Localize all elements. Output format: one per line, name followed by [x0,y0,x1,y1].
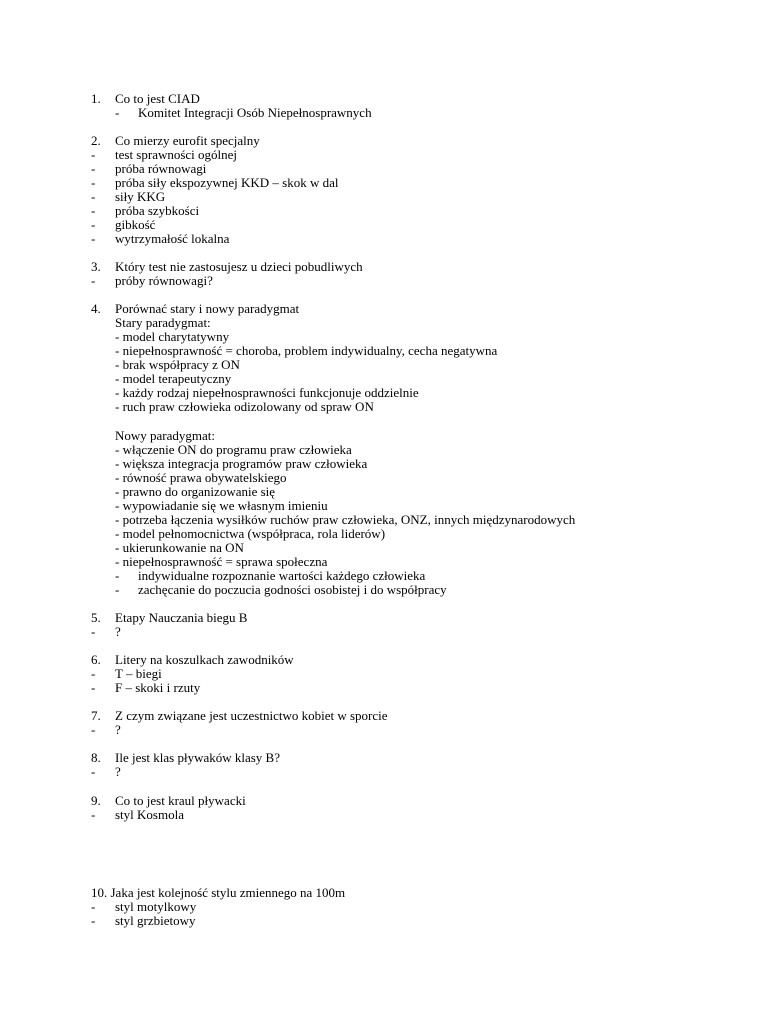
question-title: Co to jest CIAD [115,91,200,106]
bullet-dash: - [91,273,96,288]
answer-text: próby równowagi? [115,273,213,288]
answer-text: Stary paradygmat: [115,315,211,330]
bullet-dash: - [91,203,96,218]
answer-text: indywidualne rozpoznanie wartości każdego człowieka [138,568,426,583]
answer-text: - każdy rodzaj niepełnosprawności funkcjonuje oddzielnie [115,385,419,400]
question-number: 7. [91,708,101,723]
answer-text: - równość prawa obywatelskiego [115,470,287,485]
bullet-dash: - [91,666,96,681]
question-number: 5. [91,610,101,625]
question-title: Porównać stary i nowy paradygmat [115,301,300,316]
answer-text: wytrzymałość lokalna [115,231,230,246]
question-number: 1. [91,91,101,106]
answer-text: - wypowiadanie się we własnym imieniu [115,498,328,513]
bullet-dash: - [91,147,96,162]
bullet-dash: - [91,175,96,190]
answer-text: - model terapeutyczny [115,371,232,386]
question-number: 9. [91,793,101,808]
answer-text: próba szybkości [115,203,200,218]
answer-text: - większa integracja programów praw człowieka [115,456,368,471]
answer-text: siły KKG [115,189,166,204]
answer-text: - potrzeba łączenia wysiłków ruchów praw człowieka, ONZ, innych międzynarodowych [115,512,576,527]
answer-text: styl motylkowy [115,899,197,914]
bullet-dash: - [91,231,96,246]
question-title: Z czym związane jest uczestnictwo kobiet w sporcie [115,708,388,723]
answer-text: ? [115,624,121,639]
answer-text: ? [115,764,121,779]
answer-text: F – skoki i rzuty [115,680,201,695]
answer-text: - ukierunkowanie na ON [115,540,244,555]
answer-text: - ruch praw człowieka odizolowany od spraw ON [115,399,374,414]
answer-text: - niepełnosprawność = choroba, problem indywidualny, cecha negatywna [115,343,498,358]
answer-text: zachęcanie do poczucia godności osobistej i do współpracy [138,582,447,597]
bullet-dash: - [91,161,96,176]
answer-text: gibkość [115,217,156,232]
bullet-dash: - [91,913,96,928]
answer-text: ? [115,722,121,737]
answer-text: - model pełnomocnictwa (współpraca, rola liderów) [115,526,386,541]
bullet-dash: - [91,722,96,737]
question-title: Litery na koszulkach zawodników [115,652,294,667]
question-title: Co to jest kraul pływacki [115,793,246,808]
answer-text: Komitet Integracji Osób Niepełnosprawnych [138,105,372,120]
bullet-dash: - [91,217,96,232]
bullet-dash: - [91,807,96,822]
answer-text: styl Kosmola [115,807,184,822]
answer-text: styl grzbietowy [115,913,196,928]
answer-text: test sprawności ogólnej [115,147,238,162]
bullet-dash: - [115,568,120,583]
answer-text: Nowy paradygmat: [115,428,216,443]
answer-text: próba równowagi [115,161,207,176]
bullet-dash: - [91,189,96,204]
question-number: 3. [91,259,101,274]
question-number: 4. [91,301,101,316]
question-number: 6. [91,652,101,667]
question-title: 10. Jaka jest kolejność stylu zmiennego na 100m [91,885,346,900]
bullet-dash: - [91,764,96,779]
answer-text: - prawno do organizowanie się [115,484,276,499]
bullet-dash: - [91,899,96,914]
question-title: Ile jest klas pływaków klasy B? [115,750,280,765]
question-title: Który test nie zastosujesz u dzieci pobudliwych [115,259,363,274]
answer-text: T – biegi [115,666,162,681]
question-title: Etapy Nauczania biegu B [115,610,248,625]
bullet-dash: - [91,624,96,639]
bullet-dash: - [115,582,120,597]
bullet-dash: - [91,680,96,695]
question-title: Co mierzy eurofit specjalny [115,133,260,148]
answer-text: - brak współpracy z ON [115,357,240,372]
question-number: 2. [91,133,101,148]
question-number: 8. [91,750,101,765]
answer-text: próba siły ekspozywnej KKD – skok w dal [115,175,339,190]
answer-text: - niepełnosprawność = sprawa społeczna [115,554,328,569]
bullet-dash: - [115,105,120,120]
answer-text: - model charytatywny [115,329,230,344]
answer-text: - włączenie ON do programu praw człowieka [115,442,352,457]
